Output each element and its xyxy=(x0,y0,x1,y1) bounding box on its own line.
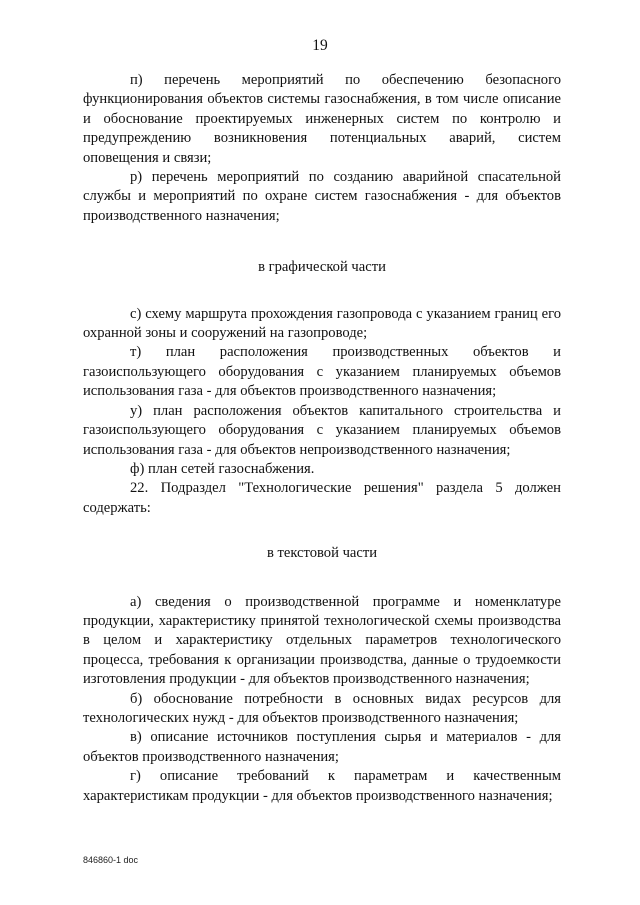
page-number: 19 xyxy=(312,37,328,54)
paragraph-u: у) план расположения объектов капитального строительства и газоиспользующего оборудования с указанием планируемых объемов использования газа - для объектов непроизводственного назначения; xyxy=(83,402,561,458)
paragraph-r: р) перечень мероприятий по созданию аварийной спасательной службы и мероприятий по охране систем газоснабжения - для объектов производственного назначения; xyxy=(83,169,561,224)
document-body xyxy=(83,71,561,806)
paragraph-f: ф) план сетей газоснабжения. xyxy=(130,460,315,477)
paragraph-t: т) план расположения производственных объектов и газоиспользующего оборудования с указанием планируемых объемов использования газа - для объектов производственного назначения; xyxy=(83,344,561,400)
paragraph-a: а) сведения о производственной программе и номенклатуре продукции, характеристику принятой технологической схемы производства в целом и характеристику отдельных параметров технологического процесса, требования к организации производства, данные о трудоемкости изготовления продукции - для объектов производственного назначения; xyxy=(83,593,561,688)
paragraph-b: б) обоснование потребности в основных видах ресурсов для технологических нужд - для объектов производственного назначения; xyxy=(83,690,561,726)
section-heading-text: в текстовой части xyxy=(266,545,378,562)
paragraph-p: п) перечень мероприятий по обеспечению безопасного функционирования объектов системы газоснабжения, в том числе описание и обоснование проектируемых инженерных систем по контролю и предупреждению возникновения потенциальных аварий, систем оповещения и связи; xyxy=(83,72,561,166)
paragraph-22: 22. Подраздел "Технологические решения" раздела 5 должен содержать: xyxy=(83,480,561,516)
paragraph-g: г) описание требований к параметрам и качественным характеристикам продукции - для объектов производственного назначения; xyxy=(83,768,561,804)
paragraph-s: с) схему маршрута прохождения газопровода с указанием границ его охранной зоны и сооружений на газопроводе; xyxy=(83,305,561,342)
section-heading-graphic: в графической части xyxy=(258,259,386,276)
paragraph-v: в) описание источников поступления сырья и материалов - для объектов производственного назначения; xyxy=(83,729,561,765)
document-code: 846860-1 doc xyxy=(83,855,139,865)
